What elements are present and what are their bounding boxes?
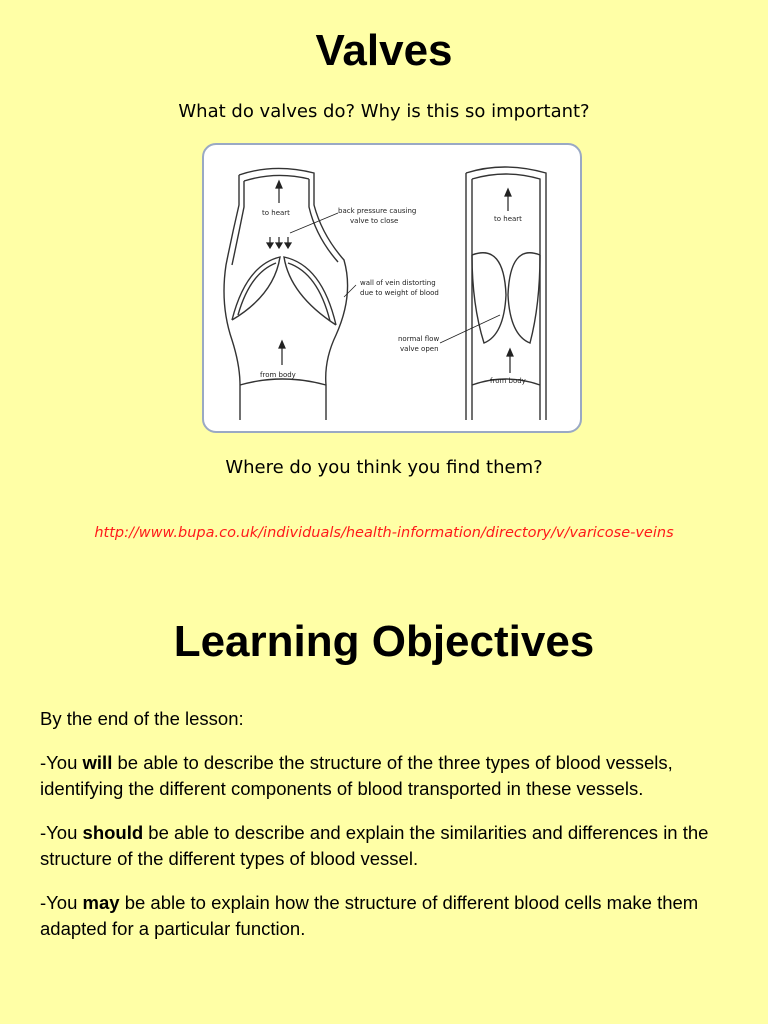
objective-item-may [40,890,730,942]
objective-text: be able to describe and explain the similarities and differences in the structure of the different types of blood vessel. [40,822,709,869]
valve-diagram-svg [204,145,580,431]
objective-keyword: may [82,892,120,913]
objective-item-will [40,750,730,802]
objective-keyword: should [82,822,144,843]
objective-text: be able to describe the structure of the three types of blood vessels, identifying the different components of blood transported in these vessels. [40,752,673,799]
objective-prefix: -You [40,892,83,913]
objective-text: be able to explain how the structure of different blood cells make them adapted for a particular function. [40,892,699,939]
label-to-heart-right: to heart [494,215,522,223]
objective-item-should [40,820,730,872]
label-normal-flow-2: valve open [400,345,439,353]
objectives-title: Learning Objectives [173,617,595,666]
label-wall-1: wall of vein distorting [360,279,436,287]
objective-prefix: -You [40,752,83,773]
label-from-body-left: from body [260,371,296,379]
label-wall-2: due to weight of blood [360,289,439,297]
objectives-body [40,706,730,960]
question-where-found: Where do you think you find them? [225,457,543,478]
bupa-link[interactable]: http://www.bupa.co.uk/individuals/health-information/directory/v/varicose-veins [94,525,674,541]
label-to-heart-left: to heart [262,209,290,217]
label-back-pressure-1: back pressure causing [338,207,417,215]
valve-diagram [202,143,582,433]
objective-prefix: -You [40,822,83,843]
question-what-valves-do: What do valves do? Why is this so important? [178,101,590,122]
label-normal-flow-1: normal flow [398,335,440,343]
page-title: Valves [315,26,453,75]
label-from-body-right: from body [490,377,526,385]
label-back-pressure-2: valve to close [350,217,399,225]
objectives-intro: By the end of the lesson: [40,708,244,729]
objective-keyword: will [82,752,113,773]
